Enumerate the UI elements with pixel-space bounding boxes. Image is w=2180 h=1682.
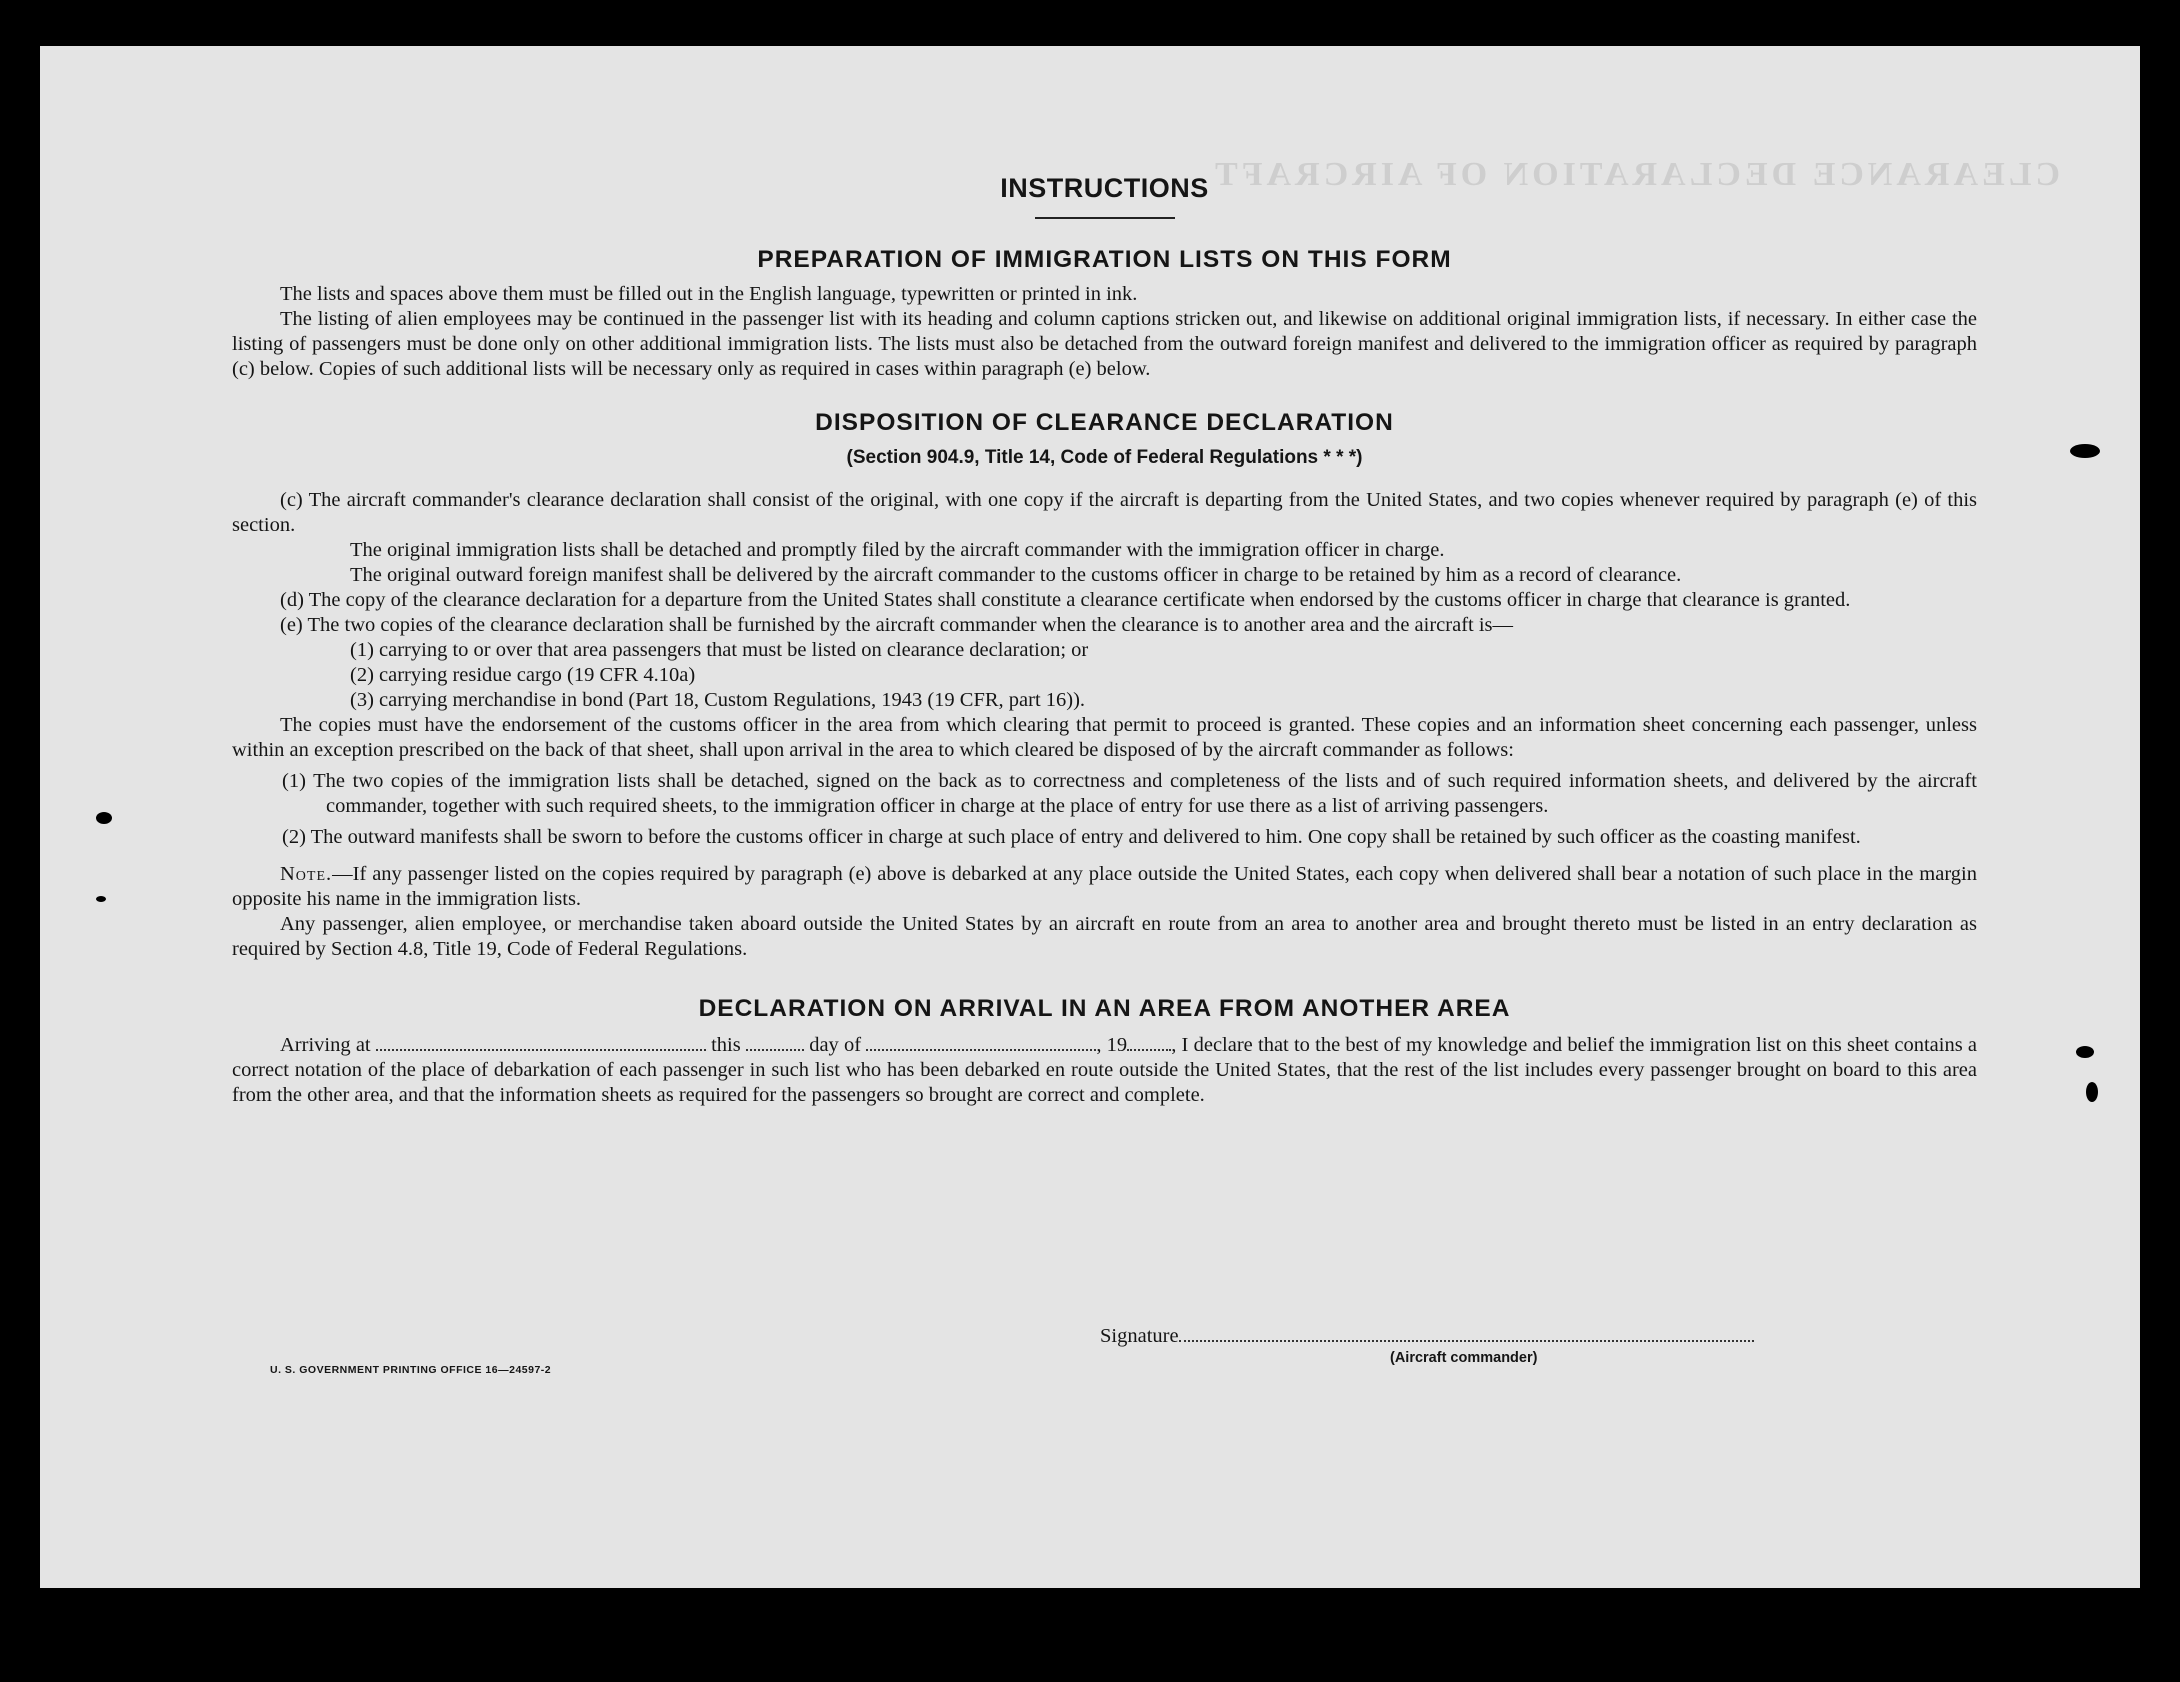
paragraph-e-item-2: (2) carrying residue cargo (19 CFR 4.10a): [350, 664, 696, 686]
note-label: Note.: [280, 863, 333, 885]
note-paragraph: [232, 862, 1977, 912]
paragraph-e: (e) The two copies of the clearance declaration shall be furnished by the aircraft commander when the clearance is to another area and the aircraft is—: [280, 614, 1514, 636]
ink-speck: [2076, 1046, 2094, 1058]
this-label: this: [711, 1034, 741, 1056]
declaration-text: , I declare that to the best of my knowledge and belief the immigration list on this sheet contains a correct notation of the place of debarkation of each passenger in such list who has been debarked en route outside the United States, that the rest of the list includes every passenger brought on board to this area from the other area, and that the information sheets as required for the passengers so brought are correct and complete.: [232, 1034, 1977, 1106]
ink-speck: [96, 896, 106, 902]
paragraph-c: (c) The aircraft commander's clearance declaration shall consist of the original, with one copy if the aircraft is departing from the United States, and two copies whenever required by paragraph (e) of this section.: [232, 489, 1977, 536]
note-text: —If any passenger listed on the copies required by paragraph (e) above is debarked at any place outside the United States, each copy when delivered shall bear a notation of such place in the margin opposite his name in the immigration lists.: [232, 863, 1977, 910]
numbered-item-2: (2) The outward manifests shall be sworn to before the customs officer in charge at such place of entry and delivered to him. One copy shall be retained by such officer as the coasting manifest.: [282, 826, 1861, 848]
document-page: [40, 46, 2140, 1588]
signature-field[interactable]: [1179, 1324, 1754, 1342]
day-field[interactable]: [746, 1031, 804, 1051]
printer-imprint: U. S. GOVERNMENT PRINTING OFFICE 16—24597-2: [270, 1364, 552, 1376]
title-underline: [1035, 217, 1175, 219]
section-heading-preparation: PREPARATION OF IMMIGRATION LISTS ON THIS FORM: [757, 246, 1452, 273]
copies-paragraph: The copies must have the endorsement of the customs officer in the area from which clearing that permit to proceed is granted. These copies and an information sheet concerning each passenger, unless within an exception prescribed on the back of that sheet, shall upon arrival in the area to which cleared be disposed of by the aircraft commander as follows:: [232, 714, 1977, 761]
instructions-body: [232, 118, 1977, 1108]
signature-label: Signature: [1100, 1325, 1179, 1347]
paragraph-c-sub2: The original outward foreign manifest shall be delivered by the aircraft commander to the customs officer in charge to be retained by him as a record of clearance.: [350, 564, 1682, 586]
section-reference: (Section 904.9, Title 14, Code of Federal Regulations * * *): [846, 447, 1363, 468]
paragraph-c-sub1: The original immigration lists shall be detached and promptly filed by the aircraft commander with the immigration officer in charge.: [350, 539, 1445, 561]
year-field[interactable]: [1127, 1031, 1171, 1051]
signature-block: [1100, 1324, 1790, 1366]
paragraph-d: (d) The copy of the clearance declaration for a departure from the United States shall constitute a clearance certificate when endorsed by the customs officer in charge that clearance is granted.: [280, 589, 1851, 611]
paragraph-e-item-3: (3) carrying merchandise in bond (Part 18, Custom Regulations, 1943 (19 CFR, part 16)).: [350, 689, 1086, 711]
preparation-paragraph-2: The listing of alien employees may be continued in the passenger list with its heading and column captions stricken out, and likewise on additional original immigration lists, if necessary. In either case the listing of passengers must be done only on other additional immigration lists. The lists must also be detached from the outward foreign manifest and delivered to the immigration officer as required by paragraph (c) below. Copies of such additional lists will be necessary only as required in cases within paragraph (e) below.: [232, 308, 1977, 380]
arriving-at-field[interactable]: [376, 1031, 706, 1051]
signature-caption: (Aircraft commander): [1390, 1350, 1538, 1366]
ink-speck: [2070, 444, 2100, 458]
bleed-through-text: CLEARANCE DECLARATION OF AIRCRAFT: [1211, 156, 2060, 193]
numbered-item-1: (1) The two copies of the immigration lists shall be detached, signed on the back as to correctness and completeness of the lists and of such required information sheets, and delivered by the aircraft commander, together with such required sheets, to the immigration officer in charge at the place of entry for use there as a list of arriving passengers.: [282, 770, 1977, 817]
paragraph-e-item-1: (1) carrying to or over that area passengers that must be listed on clearance declaration; or: [350, 639, 1089, 661]
preparation-paragraph-1: The lists and spaces above them must be filled out in the English language, typewritten or printed in ink.: [280, 283, 1138, 305]
arrival-declaration: [232, 1031, 1977, 1108]
any-passenger-paragraph: Any passenger, alien employee, or merchandise taken aboard outside the United States by an aircraft en route from an area to another area and brought thereto must be listed in an entry declaration as required by Section 4.8, Title 19, Code of Federal Regulations.: [232, 913, 1977, 960]
section-heading-arrival: DECLARATION ON ARRIVAL IN AN AREA FROM ANOTHER AREA: [698, 995, 1511, 1022]
ink-speck: [2086, 1082, 2098, 1102]
year-prefix: , 19: [1096, 1034, 1128, 1056]
ink-speck: [96, 812, 112, 824]
page-title: INSTRUCTIONS: [1000, 173, 1209, 203]
section-heading-disposition: DISPOSITION OF CLEARANCE DECLARATION: [815, 409, 1394, 436]
month-field[interactable]: [866, 1031, 1096, 1051]
arriving-at-label: Arriving at: [280, 1034, 371, 1056]
day-of-label: day of: [809, 1034, 862, 1056]
